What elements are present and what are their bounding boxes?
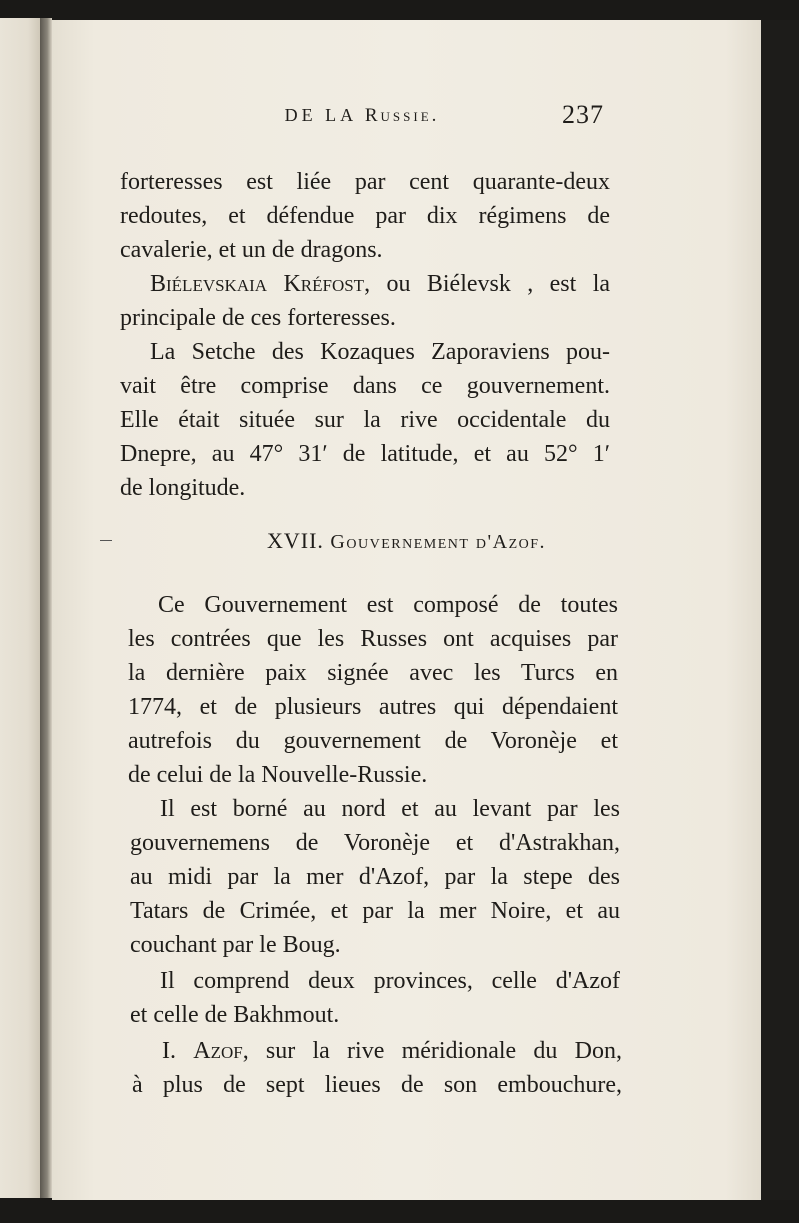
text-line: cavalerie, et un de dragons. — [120, 237, 383, 263]
list-numeral: I. — [162, 1038, 176, 1064]
text-line: Il comprend deux provinces, celle d'Azof — [160, 968, 620, 994]
text-line: Tatars de Crimée, et par la mer Noire, et au — [130, 898, 620, 924]
text-line: et celle de Bakhmout. — [130, 1002, 340, 1028]
text-line — [120, 267, 610, 301]
text-line: la dernière paix signée avec les Turcs en — [128, 660, 618, 686]
text-line: autrefois du gouvernement de Voronèje et — [128, 728, 618, 754]
text-line: Elle était située sur la rive occidentale du — [120, 407, 610, 433]
text-line: au midi par la mer d'Azof, par la stepe des — [130, 864, 620, 890]
text-run: , sur la rive méridionale du Don, — [242, 1038, 622, 1064]
book-gutter — [40, 18, 52, 1198]
left-page-edge — [0, 18, 42, 1198]
text-line: principale de ces forteresses. — [120, 305, 396, 331]
text-line: les contrées que les Russes ont acquises par — [128, 626, 618, 652]
section-title: Gouvernement d'Azof. — [330, 531, 547, 553]
text-line: couchant par le Boug. — [130, 932, 341, 958]
book-page — [52, 20, 761, 1200]
text-line: de longitude. — [120, 475, 246, 501]
section-number: XVII. — [266, 528, 324, 553]
running-title-prefix: DE LA — [284, 105, 358, 125]
text-line: vait être comprise dans ce gouvernement. — [120, 373, 610, 399]
text-line — [132, 1034, 622, 1068]
text-run: , ou Biélevsk , est la — [364, 271, 611, 297]
text-line: à plus de sept lieues de son embouchure, — [132, 1072, 622, 1098]
text-line: redoutes, et défendue par dix régimens de — [120, 203, 610, 229]
text-line: Ce Gouvernement est composé de toutes — [158, 592, 618, 618]
text-line: Dnepre, au 47° 31ʹ de latitude, et au 52° 1ʹ — [120, 441, 610, 467]
page-number: 237 — [562, 100, 604, 129]
text-line: Il est borné au nord et au levant par les — [160, 796, 620, 822]
text-line: La Setche des Kozaques Zaporaviens pou- — [150, 339, 610, 365]
text-line: gouvernemens de Voronèje et d'Astrakhan, — [130, 830, 620, 856]
text-line: 1774, et de plusieurs autres qui dépendaient — [128, 694, 618, 720]
text-line: de celui de la Nouvelle-Russie. — [128, 762, 428, 788]
text-line: forteresses est liée par cent quarante-deux — [120, 169, 610, 195]
place-name: Biélevskaia Kréfost — [150, 271, 365, 297]
background-edge — [761, 20, 799, 1200]
place-name: Azof — [193, 1038, 243, 1064]
running-title-main: Russie. — [364, 105, 440, 126]
section-heading — [52, 528, 761, 554]
